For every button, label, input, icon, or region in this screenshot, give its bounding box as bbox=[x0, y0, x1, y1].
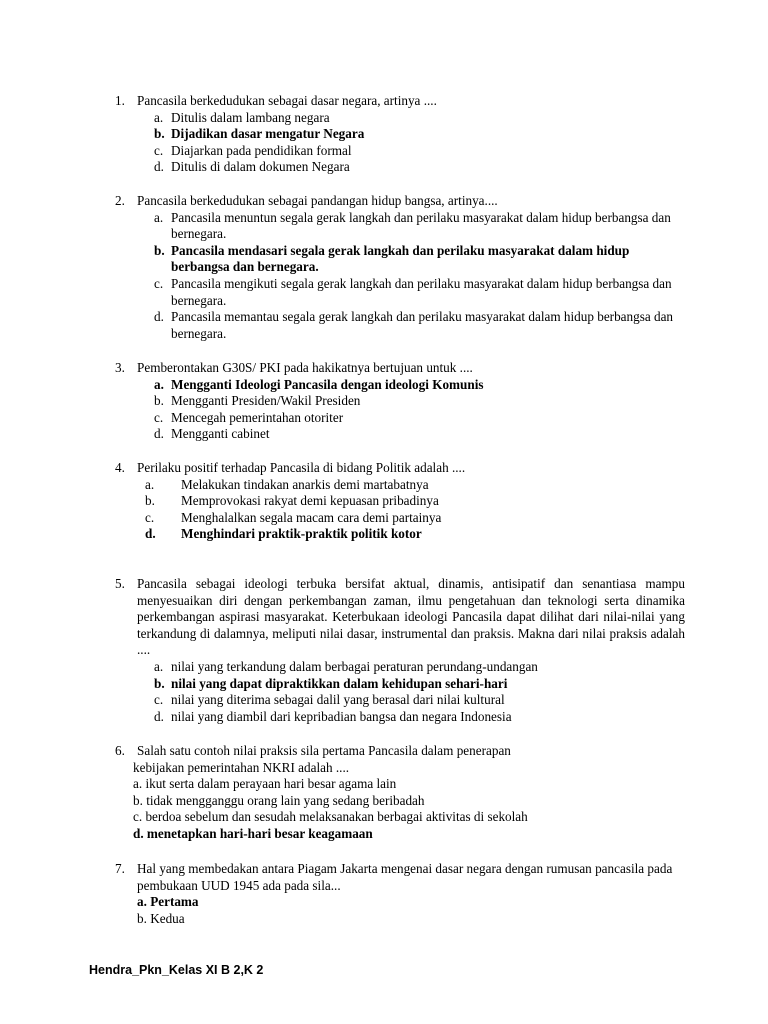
option-b-answer: b. nilai yang dapat dipraktikkan dalam kehidupan sehari-hari bbox=[154, 675, 508, 691]
question-number: 5. bbox=[115, 576, 125, 591]
option-d: d. Ditulis di dalam dokumen Negara bbox=[154, 159, 350, 175]
question-5 bbox=[115, 576, 685, 725]
question-4 bbox=[115, 460, 685, 543]
question-number: 2. bbox=[115, 193, 125, 208]
question-number: 1. bbox=[115, 93, 125, 108]
option-c: c. Menghalalkan segala macam cara demi partainya bbox=[145, 509, 442, 525]
question-stem: 6. Salah satu contoh nilai praksis sila pertama Pancasila dalam penerapan bbox=[115, 743, 511, 758]
question-2 bbox=[115, 193, 685, 342]
option-b: b. Memprovokasi rakyat demi kepuasan pribadinya bbox=[145, 493, 439, 509]
question-7 bbox=[115, 861, 685, 927]
option-d: d. Pancasila memantau segala gerak langkah dan perilaku masyarakat dalam hidup berbangsa dan bernegara. bbox=[154, 309, 674, 341]
option-b-answer: b. Dijadikan dasar mengatur Negara bbox=[154, 126, 365, 142]
option-d: d. nilai yang diambil dari kepribadian bangsa dan negara Indonesia bbox=[154, 708, 512, 724]
question-stem: 7. Hal yang membedakan antara Piagam Jakarta mengenai dasar negara dengan rumusan pancasila pada pembukaan UUD 1945 ada pada sila... bbox=[115, 861, 673, 893]
option-d-answer: d. menetapkan hari-hari besar keagamaan bbox=[133, 825, 373, 841]
option-d-answer: d. Menghindari praktik-praktik politik kotor bbox=[145, 526, 422, 542]
option-c: c. nilai yang diterima sebagai dalil yang berasal dari nilai kultural bbox=[154, 692, 505, 708]
question-stem: 3. Pemberontakan G30S/ PKI pada hakikatnya bertujuan untuk .... bbox=[115, 360, 473, 375]
option-b: b. Kedua bbox=[137, 910, 185, 926]
question-stem: 1. Pancasila berkedudukan sebagai dasar negara, artinya .... bbox=[115, 93, 437, 108]
question-1 bbox=[115, 93, 685, 176]
option-a-answer: a. Pertama bbox=[137, 894, 199, 910]
question-stem: 4. Perilaku positif terhadap Pancasila di bidang Politik adalah .... bbox=[115, 460, 466, 475]
option-c: c. Diajarkan pada pendidikan formal bbox=[154, 142, 352, 158]
question-number: 6. bbox=[115, 743, 125, 758]
question-stem: 5. Pancasila sebagai ideologi terbuka bersifat aktual, dinamis, antisipatif dan senantiasa mampu menyesuaikan diri dengan perkembangan zaman, ilmu pengetahuan dan teknologi serta dinamika perkembangan aspirasi masyarakat. Keterbukaan ideologi Pancasila dapat dilihat dari nilai-nilai yang terkandung di dalamnya, meliputi nilai dasar, instrumental dan praksis. Makna dari nilai praksis adalah .... bbox=[115, 576, 685, 658]
option-a: a. nilai yang terkandung dalam berbagai peraturan perundang-undangan bbox=[154, 658, 538, 674]
option-b: b. tidak mengganggu orang lain yang sedang beribadah bbox=[133, 792, 425, 808]
option-b-answer: b. Pancasila mendasari segala gerak langkah dan perilaku masyarakat dalam hidup berbangsa dan bernegara. bbox=[154, 242, 630, 275]
question-stem: 2. Pancasila berkedudukan sebagai pandangan hidup bangsa, artinya.... bbox=[115, 193, 498, 208]
page-footer: Hendra_Pkn_Kelas XI B 2,K 2 bbox=[89, 963, 264, 977]
question-3 bbox=[115, 360, 685, 443]
option-d: d. Mengganti cabinet bbox=[154, 426, 270, 442]
option-a: a. ikut serta dalam perayaan hari besar agama lain bbox=[133, 776, 397, 792]
option-b: b. Mengganti Presiden/Wakil Presiden bbox=[154, 393, 361, 409]
question-number: 7. bbox=[115, 861, 125, 876]
option-c: c. Mencegah pemerintahan otoriter bbox=[154, 409, 344, 425]
option-c: c. berdoa sebelum dan sesudah melaksanakan berbagai aktivitas di sekolah bbox=[133, 809, 528, 825]
question-6 bbox=[115, 743, 685, 843]
question-number: 3. bbox=[115, 360, 125, 375]
option-a-answer: a. Mengganti Ideologi Pancasila dengan ideologi Komunis bbox=[154, 376, 484, 392]
option-a: a. Melakukan tindakan anarkis demi martabatnya bbox=[145, 476, 429, 492]
question-number: 4. bbox=[115, 460, 125, 475]
question-stem-continued: kebijakan pemerintahan NKRI adalah .... bbox=[133, 759, 350, 775]
option-a: a. Pancasila menuntun segala gerak langkah dan perilaku masyarakat dalam hidup berbangsa dan bernegara. bbox=[154, 209, 671, 242]
option-a: a. Ditulis dalam lambang negara bbox=[154, 109, 330, 125]
option-c: c. Pancasila mengikuti segala gerak langkah dan perilaku masyarakat dalam hidup berbangsa dan bernegara. bbox=[154, 275, 672, 308]
